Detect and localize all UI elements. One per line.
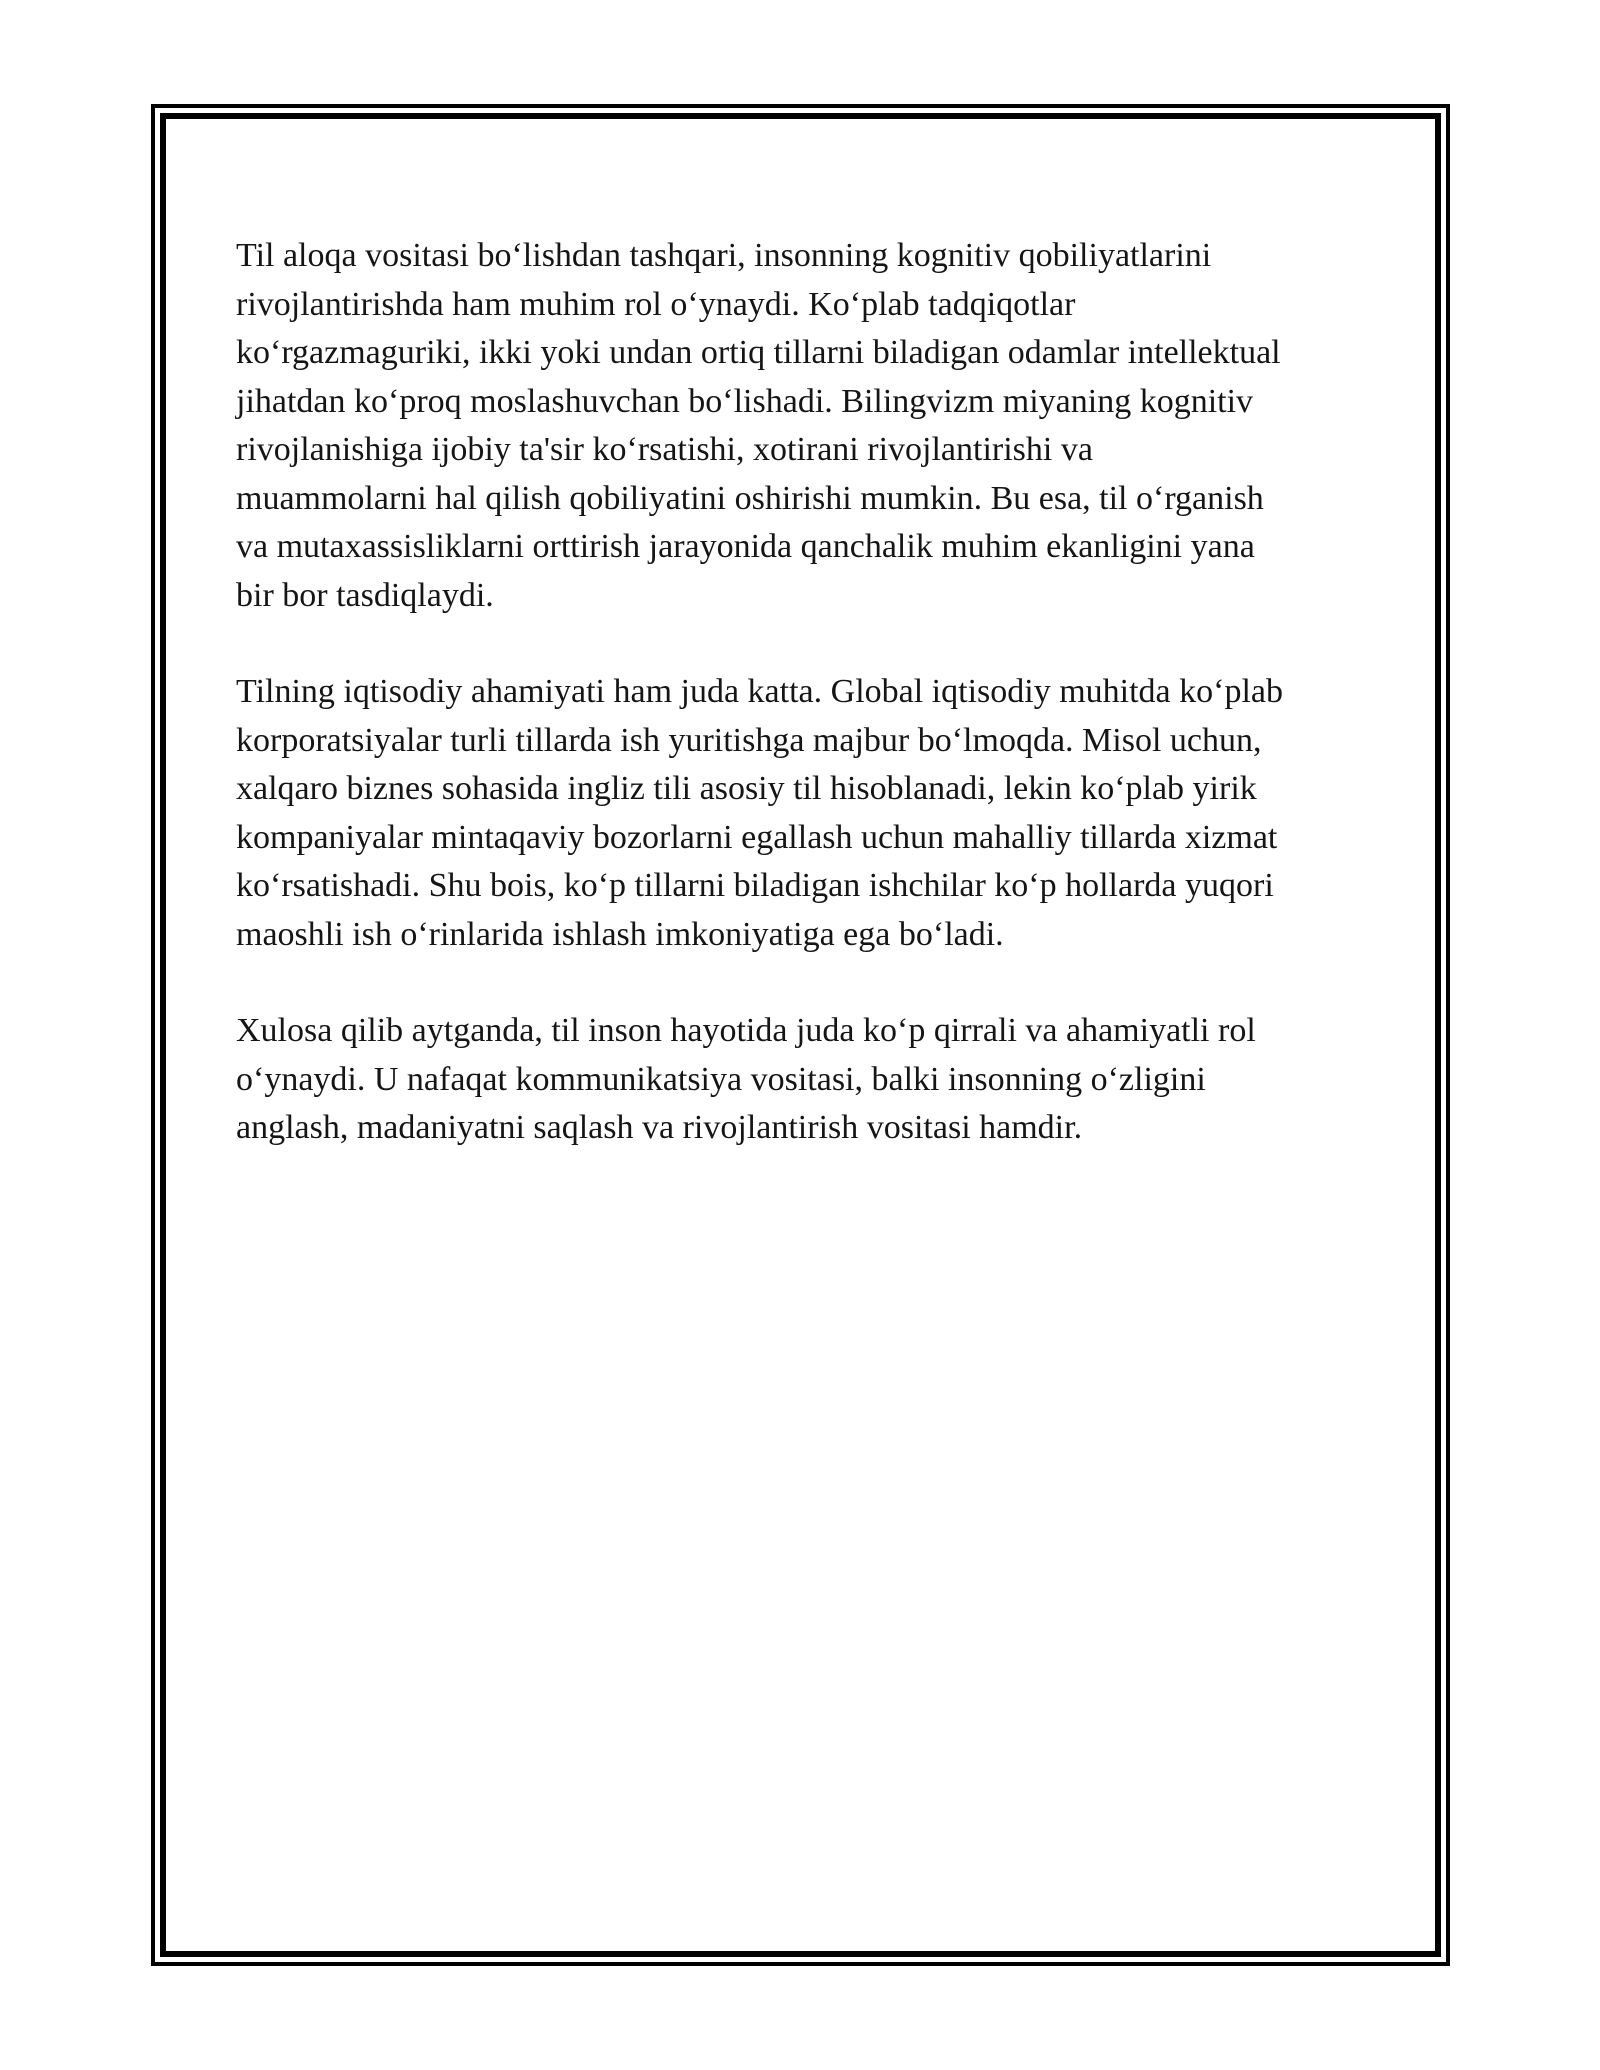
paragraph-economic: Tilning iqtisodiy ahamiyati ham juda katta. Global iqtisodiy muhitda ko‘plab korporatsiyalar turli tillarda ish yuritishga majbur bo‘lmoqda. Misol uchun, xalqaro biznes sohasida ingliz tili asosiy til hisoblanadi, lekin ko‘plab yirik kompaniyalar mintaqaviy bozorlarni egallash uchun mahalliy tillarda xizmat ko‘rsatishadi. Shu bois, ko‘p tillarni biladigan ishchilar ko‘p hollarda yuqori maoshli ish o‘rinlarida ishlash imkoniyatiga ega bo‘ladi. (236, 673, 1283, 953)
paragraph-conclusion: Xulosa qilib aytganda, til inson hayotida juda ko‘p qirrali va ahamiyatli rol o‘ynaydi. U nafaqat kommunikatsiya vositasi, balki insonning o‘zligini anglash, madaniyatni saqlash va rivojlantirish vositasi hamdir. (236, 1012, 1256, 1146)
document-body (236, 232, 1376, 1201)
paragraph-cognitive: Til aloqa vositasi bo‘lishdan tashqari, insonning kognitiv qobiliyatlarini rivojlantirishda ham muhim rol o‘ynaydi. Ko‘plab tadqiqotlar ko‘rgazmaguriki, ikki yoki undan ortiq tillarni biladigan odamlar intellektual jihatdan ko‘proq moslashuvchan bo‘lishadi. Bilingvizm miyaning kognitiv rivojlanishiga ijobiy ta'sir ko‘rsatishi, xotirani rivojlantirishi va muammolarni hal qilish qobiliyatini oshirishi mumkin. Bu esa, til o‘rganish va mutaxassisliklarni orttirish jarayonida qanchalik muhim ekanligini yana bir bor tasdiqlaydi. (236, 237, 1281, 614)
